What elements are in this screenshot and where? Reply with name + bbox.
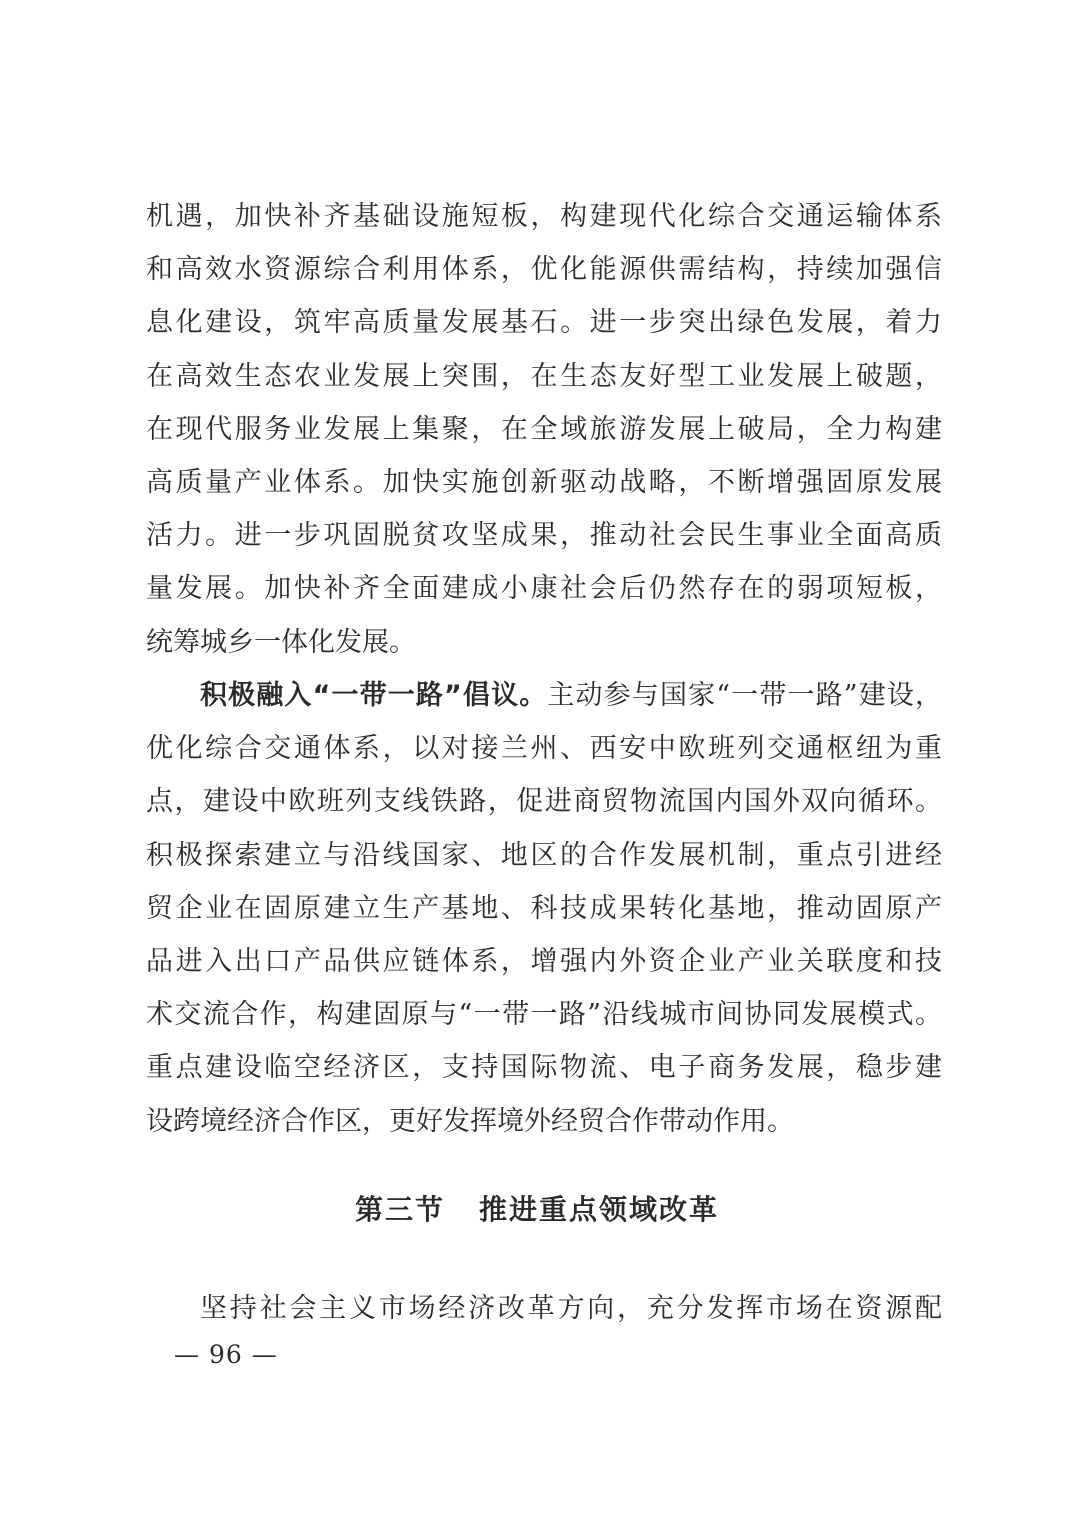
- paragraph-line: 重点建设临空经济区，支持国际物流、电子商务发展，稳步建: [146, 1052, 942, 1084]
- paragraph-2: [146, 669, 942, 1148]
- section-heading: [0, 1188, 1074, 1228]
- paragraph-line: 息化建设，筑牢高质量发展基石。进一步突出绿色发展，着力: [146, 307, 942, 339]
- paragraph-line-text: 主动参与国家“一带一路”建设，: [547, 680, 942, 711]
- paragraph-line: 贸企业在固原建立生产基地、科技成果转化基地，推动固原产: [146, 892, 942, 924]
- paragraph-1: [146, 190, 942, 669]
- section-title: 推进重点领域改革: [479, 1193, 720, 1226]
- section-number: 第三节: [354, 1193, 445, 1226]
- paragraph-line: 机遇，加快补齐基础设施短板，构建现代化综合交通运输体系: [146, 201, 942, 232]
- paragraph-line: 积极探索建立与沿线国家、地区的合作发展机制，重点引进经: [146, 839, 942, 871]
- paragraph-line: 统筹城乡一体化发展。: [146, 626, 416, 658]
- paragraph-line: 活力。进一步巩固脱贫攻坚成果，推动社会民生事业全面高质: [146, 520, 942, 552]
- paragraph-line: 量发展。加快补齐全面建成小康社会后仍然存在的弱项短板，: [146, 573, 942, 605]
- paragraph-line: 在高效生态农业发展上突围，在生态友好型工业发展上破题，: [146, 360, 942, 392]
- paragraph-line: 在现代服务业发展上集聚，在全域旅游发展上破局，全力构建: [146, 413, 942, 445]
- paragraph-3: [146, 1282, 942, 1335]
- paragraph-first-line: [146, 669, 942, 722]
- paragraph-line: 高质量产业体系。加快实施创新驱动战略，不断增强固原发展: [146, 466, 942, 498]
- page-number: — 96 —: [174, 1340, 278, 1369]
- paragraph-line: 设跨境经济合作区，更好发挥境外经贸合作带动作用。: [146, 1105, 794, 1137]
- paragraph-lead-heading: 积极融入“一带一路”倡议。: [200, 680, 548, 711]
- paragraph-line: 和高效水资源综合利用体系，优化能源供需结构，持续加强信: [146, 254, 942, 286]
- paragraph-line: 坚持社会主义市场经济改革方向，充分发挥市场在资源配: [200, 1293, 942, 1324]
- paragraph-line: 术交流合作，构建固原与“一带一路”沿线城市间协同发展模式。: [146, 999, 942, 1031]
- paragraph-line: 品进入出口产品供应链体系，增强内外资企业产业关联度和技: [146, 945, 942, 977]
- paragraph-line: 点，建设中欧班列支线铁路，促进商贸物流国内国外双向循环。: [146, 786, 942, 818]
- paragraph-line: 优化综合交通体系，以对接兰州、西安中欧班列交通枢纽为重: [146, 733, 942, 765]
